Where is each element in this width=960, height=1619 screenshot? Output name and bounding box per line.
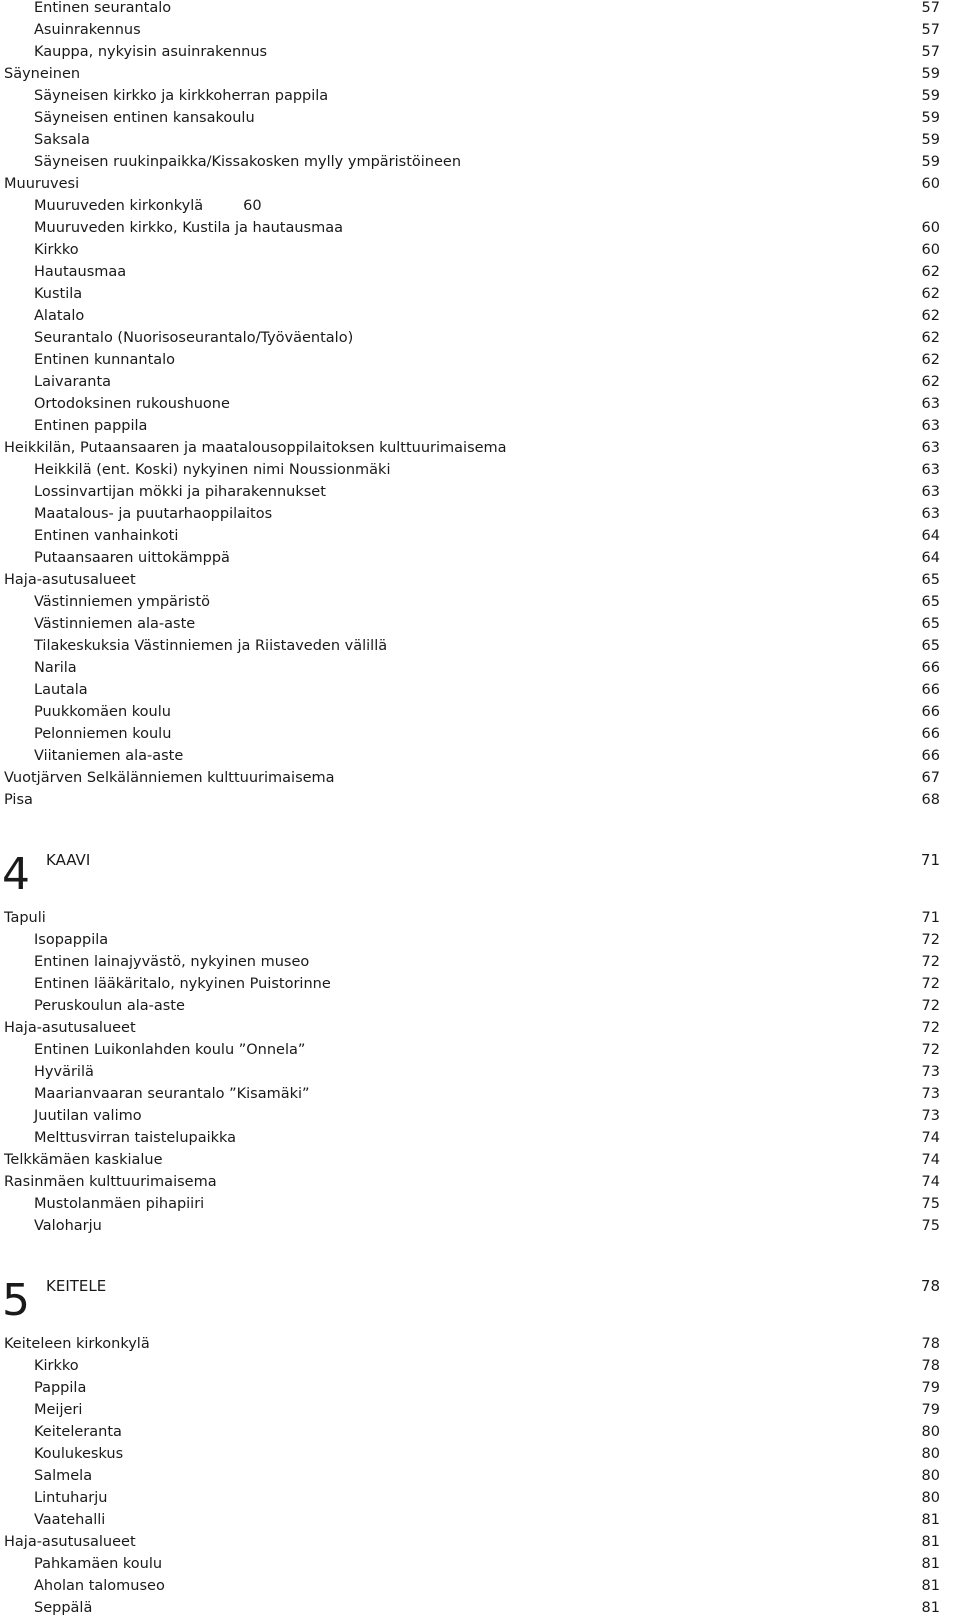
toc-subentry xyxy=(4,129,940,151)
toc-entry-title: Entinen pappila xyxy=(34,418,148,434)
toc-entry-title: Narila xyxy=(34,660,77,676)
toc-entry xyxy=(4,789,940,811)
toc-entry-page: 72 xyxy=(921,954,940,970)
toc-entry-title: Keiteleen kirkonkylä xyxy=(4,1336,150,1352)
toc-entry-page: 65 xyxy=(921,594,940,610)
toc-entry-title: Putaansaaren uittokämppä xyxy=(34,550,230,566)
toc-entry-title: Säyneinen xyxy=(4,66,81,82)
toc-entry-title: Asuinrakennus xyxy=(34,22,141,38)
toc-entry-title: Muuruveden kirkko, Kustila ja hautausmaa xyxy=(34,220,343,236)
toc-subentry xyxy=(4,19,940,41)
toc-entry-page: 72 xyxy=(921,998,940,1014)
toc-entry-title: Pelonniemen koulu xyxy=(34,726,172,742)
toc-entry-title: Haja-asutusalueet xyxy=(4,1020,136,1036)
toc-entry-page: 81 xyxy=(921,1534,940,1550)
toc-subentry xyxy=(4,951,940,973)
toc-entry-page: 73 xyxy=(921,1108,940,1124)
toc-entry-page: 81 xyxy=(921,1600,940,1616)
toc-entry-page: 60 xyxy=(243,198,262,214)
toc-entry xyxy=(4,1531,940,1553)
toc-subentry xyxy=(4,1355,940,1377)
toc-entry-title: Pahkamäen koulu xyxy=(34,1556,163,1572)
toc-entry-page: 66 xyxy=(921,748,940,764)
toc-entry-title: Vuotjärven Selkälänniemen kulttuurimaisema xyxy=(4,770,335,786)
toc-entry-title: Alatalo xyxy=(34,308,85,324)
toc-subentry xyxy=(4,1105,940,1127)
toc-entry-title: Entinen kunnantalo xyxy=(34,352,176,368)
toc-entry-title: Kauppa, nykyisin asuinrakennus xyxy=(34,44,268,60)
toc-subentry xyxy=(4,0,940,19)
toc-entry-title: Lossinvartijan mökki ja piharakennukset xyxy=(34,484,326,500)
toc-subentry xyxy=(4,1039,940,1061)
toc-entry-page: 65 xyxy=(921,616,940,632)
toc-entry-page: 72 xyxy=(921,1020,940,1036)
toc-subentry xyxy=(4,1421,940,1443)
chapter-heading xyxy=(4,849,940,907)
toc-entry xyxy=(4,569,940,591)
toc-subentry xyxy=(4,1509,940,1531)
toc-entry-title: Puukkomäen koulu xyxy=(34,704,171,720)
toc-subentry xyxy=(4,1193,940,1215)
toc-entry-page: 63 xyxy=(921,396,940,412)
toc-entry xyxy=(4,1017,940,1039)
toc-entry-page: 81 xyxy=(921,1556,940,1572)
toc-entry-page: 62 xyxy=(921,374,940,390)
toc-entry-title: Heikkilä (ent. Koski) nykyinen nimi Noussionmäki xyxy=(34,462,391,478)
toc-subentry xyxy=(4,283,940,305)
toc-entry-title: Keiteleranta xyxy=(34,1424,122,1440)
toc-subentry xyxy=(4,217,940,239)
toc-entry-page: 66 xyxy=(921,660,940,676)
toc-entry-title: Tilakeskuksia Västinniemen ja Riistaveden välillä xyxy=(34,638,388,654)
toc-subentry xyxy=(4,657,940,679)
toc-entry-page: 60 xyxy=(921,176,940,192)
chapter-number: 5 xyxy=(2,1275,30,1326)
toc-subentry xyxy=(4,305,940,327)
toc-entry-page: 67 xyxy=(921,770,940,786)
toc-subentry xyxy=(4,613,940,635)
toc-section xyxy=(4,1333,940,1619)
toc-entry-page: 63 xyxy=(921,462,940,478)
toc-entry-title: Entinen vanhainkoti xyxy=(34,528,179,544)
toc-section xyxy=(4,907,940,1237)
toc-subentry xyxy=(4,995,940,1017)
toc-entry-title: Kirkko xyxy=(34,1358,79,1374)
toc-subentry xyxy=(4,1553,940,1575)
toc-entry-page: 62 xyxy=(921,352,940,368)
toc-entry-page: 80 xyxy=(921,1490,940,1506)
toc-subentry xyxy=(4,1127,940,1149)
toc-entry-title: Haja-asutusalueet xyxy=(4,1534,136,1550)
toc-entry-title: Muuruvesi xyxy=(4,176,80,192)
toc-entry-page: 73 xyxy=(921,1086,940,1102)
toc-entry-title: Maatalous- ja puutarhaoppilaitos xyxy=(34,506,273,522)
toc-subentry xyxy=(4,151,940,173)
toc-entry-title: Entinen lääkäritalo, nykyinen Puistorinne xyxy=(34,976,331,992)
toc-subentry xyxy=(4,1377,940,1399)
toc-entry-page: 59 xyxy=(921,132,940,148)
toc-entry-title: Entinen Luikonlahden koulu ”Onnela” xyxy=(34,1042,306,1058)
toc-entry-title: Muuruveden kirkonkylä 60 xyxy=(34,198,262,214)
toc-entry-title: Lintuharju xyxy=(34,1490,108,1506)
toc-entry-title: Västinniemen ala-aste xyxy=(34,616,196,632)
toc-entry-page: 79 xyxy=(921,1380,940,1396)
toc-subentry xyxy=(4,591,940,613)
toc-subentry xyxy=(4,1443,940,1465)
toc-entry xyxy=(4,1333,940,1355)
toc-entry-title: Salmela xyxy=(34,1468,93,1484)
toc-entry-page: 66 xyxy=(921,682,940,698)
toc-subentry xyxy=(4,745,940,767)
toc-subentry xyxy=(4,1083,940,1105)
chapter-title: KEITELE xyxy=(46,1277,107,1295)
toc-entry-page: 57 xyxy=(921,44,940,60)
toc-entry-page: 81 xyxy=(921,1512,940,1528)
toc-entry-title: Laivaranta xyxy=(34,374,112,390)
toc-subentry xyxy=(4,503,940,525)
toc-entry-title: Koulukeskus xyxy=(34,1446,124,1462)
toc-entry-page: 62 xyxy=(921,330,940,346)
toc-subentry xyxy=(4,929,940,951)
toc-subentry xyxy=(4,635,940,657)
toc-subentry xyxy=(4,1597,940,1619)
toc-entry-title: Lautala xyxy=(34,682,88,698)
toc-subentry xyxy=(4,371,940,393)
toc-subentry xyxy=(4,547,940,569)
toc-entry-title: Juutilan valimo xyxy=(34,1108,142,1124)
toc-entry-title: Vaatehalli xyxy=(34,1512,106,1528)
toc-subentry xyxy=(4,525,940,547)
toc-entry-title: Kirkko xyxy=(34,242,79,258)
toc-subentry xyxy=(4,1487,940,1509)
toc-entry-page: 66 xyxy=(921,726,940,742)
toc-entry-title: Meijeri xyxy=(34,1402,83,1418)
toc-entry-title: Peruskoulun ala-aste xyxy=(34,998,185,1014)
toc-entry-page: 64 xyxy=(921,550,940,566)
toc-entry-page: 79 xyxy=(921,1402,940,1418)
toc-entry-page: 80 xyxy=(921,1424,940,1440)
toc-entry-title: Melttusvirran taistelupaikka xyxy=(34,1130,237,1146)
toc-section xyxy=(4,0,940,811)
toc-entry-title: Entinen seurantalo xyxy=(34,0,172,16)
toc-entry-title: Rasinmäen kulttuurimaisema xyxy=(4,1174,217,1190)
toc-subentry xyxy=(4,393,940,415)
toc-entry-page: 66 xyxy=(921,704,940,720)
toc-entry-page: 60 xyxy=(921,220,940,236)
toc-subentry xyxy=(4,701,940,723)
toc-subentry xyxy=(4,1399,940,1421)
toc-entry-page: 73 xyxy=(921,1064,940,1080)
toc-entry xyxy=(4,437,940,459)
toc-entry xyxy=(4,767,940,789)
toc-entry-page: 80 xyxy=(921,1468,940,1484)
toc-subentry xyxy=(4,195,940,217)
toc-subentry xyxy=(4,459,940,481)
toc-entry-title: Kustila xyxy=(34,286,83,302)
toc-subentry xyxy=(4,1215,940,1237)
toc-entry-page: 80 xyxy=(921,1446,940,1462)
toc-subentry xyxy=(4,973,940,995)
toc-entry-page: 59 xyxy=(921,66,940,82)
toc-entry-page: 59 xyxy=(921,154,940,170)
toc-entry xyxy=(4,63,940,85)
toc-subentry xyxy=(4,1575,940,1597)
toc-entry-page: 57 xyxy=(921,0,940,16)
toc-subentry xyxy=(4,679,940,701)
table-of-contents xyxy=(4,0,940,1619)
toc-entry-title: Heikkilän, Putaansaaren ja maatalousoppilaitoksen kulttuurimaisema xyxy=(4,440,507,456)
toc-subentry xyxy=(4,349,940,371)
chapter-page: 71 xyxy=(920,851,940,869)
chapter-title: KAAVI xyxy=(46,851,91,869)
toc-entry-page: 72 xyxy=(921,932,940,948)
chapter-number: 4 xyxy=(2,849,30,900)
toc-entry xyxy=(4,1171,940,1193)
toc-entry-page: 62 xyxy=(921,286,940,302)
toc-entry-page: 60 xyxy=(921,242,940,258)
chapter-page: 78 xyxy=(920,1277,940,1295)
toc-entry-title: Entinen lainajyvästö, nykyinen museo xyxy=(34,954,310,970)
toc-entry-page: 57 xyxy=(921,22,940,38)
toc-entry-title: Seppälä xyxy=(34,1600,93,1616)
toc-entry-title: Seurantalo (Nuorisoseurantalo/Työväentalo) xyxy=(34,330,354,346)
toc-entry xyxy=(4,173,940,195)
toc-subentry xyxy=(4,723,940,745)
toc-entry-page: 65 xyxy=(921,638,940,654)
toc-entry-page: 63 xyxy=(921,418,940,434)
toc-entry-title: Pappila xyxy=(34,1380,87,1396)
toc-entry-page: 75 xyxy=(921,1218,940,1234)
toc-entry-page: 71 xyxy=(921,910,940,926)
toc-entry-title: Maarianvaaran seurantalo ”Kisamäki” xyxy=(34,1086,310,1102)
toc-entry-title: Aholan talomuseo xyxy=(34,1578,165,1594)
toc-entry-title: Pisa xyxy=(4,792,33,808)
toc-entry-page: 78 xyxy=(921,1336,940,1352)
toc-entry-title: Hyvärilä xyxy=(34,1064,94,1080)
toc-entry-title: Säyneisen kirkko ja kirkkoherran pappila xyxy=(34,88,329,104)
toc-entry-title: Haja-asutusalueet xyxy=(4,572,136,588)
toc-subentry xyxy=(4,85,940,107)
toc-entry-page: 64 xyxy=(921,528,940,544)
toc-entry-page: 74 xyxy=(921,1130,940,1146)
toc-entry-title: Tapuli xyxy=(4,910,46,926)
chapter-heading xyxy=(4,1275,940,1333)
toc-entry-page: 62 xyxy=(921,308,940,324)
toc-subentry xyxy=(4,327,940,349)
toc-entry-title: Västinniemen ympäristö xyxy=(34,594,211,610)
toc-entry-page: 74 xyxy=(921,1174,940,1190)
toc-entry xyxy=(4,907,940,929)
toc-entry-page: 75 xyxy=(921,1196,940,1212)
toc-entry xyxy=(4,1149,940,1171)
toc-entry-page: 63 xyxy=(921,484,940,500)
toc-entry-title: Hautausmaa xyxy=(34,264,127,280)
toc-entry-page: 72 xyxy=(921,1042,940,1058)
toc-entry-title: Säyneisen entinen kansakoulu xyxy=(34,110,255,126)
toc-subentry xyxy=(4,481,940,503)
toc-entry-page: 59 xyxy=(921,110,940,126)
toc-entry-title: Viitaniemen ala-aste xyxy=(34,748,184,764)
toc-entry-page: 59 xyxy=(921,88,940,104)
toc-subentry xyxy=(4,261,940,283)
toc-entry-title: Ortodoksinen rukoushuone xyxy=(34,396,230,412)
toc-subentry xyxy=(4,1061,940,1083)
toc-entry-title: Telkkämäen kaskialue xyxy=(4,1152,163,1168)
toc-subentry xyxy=(4,239,940,261)
toc-entry-title: Saksala xyxy=(34,132,90,148)
toc-entry-title: Mustolanmäen pihapiiri xyxy=(34,1196,205,1212)
toc-entry-page: 72 xyxy=(921,976,940,992)
toc-subentry xyxy=(4,1465,940,1487)
toc-entry-page: 63 xyxy=(921,506,940,522)
toc-subentry xyxy=(4,41,940,63)
toc-subentry xyxy=(4,415,940,437)
toc-entry-page: 62 xyxy=(921,264,940,280)
toc-entry-title: Valoharju xyxy=(34,1218,102,1234)
toc-entry-title: Isopappila xyxy=(34,932,109,948)
toc-entry-title: Säyneisen ruukinpaikka/Kissakosken mylly ympäristöineen xyxy=(34,154,462,170)
toc-entry-page: 74 xyxy=(921,1152,940,1168)
toc-entry-page: 81 xyxy=(921,1578,940,1594)
toc-entry-page: 63 xyxy=(921,440,940,456)
toc-subentry xyxy=(4,107,940,129)
toc-entry-page: 65 xyxy=(921,572,940,588)
toc-entry-page: 68 xyxy=(921,792,940,808)
toc-entry-page: 78 xyxy=(921,1358,940,1374)
